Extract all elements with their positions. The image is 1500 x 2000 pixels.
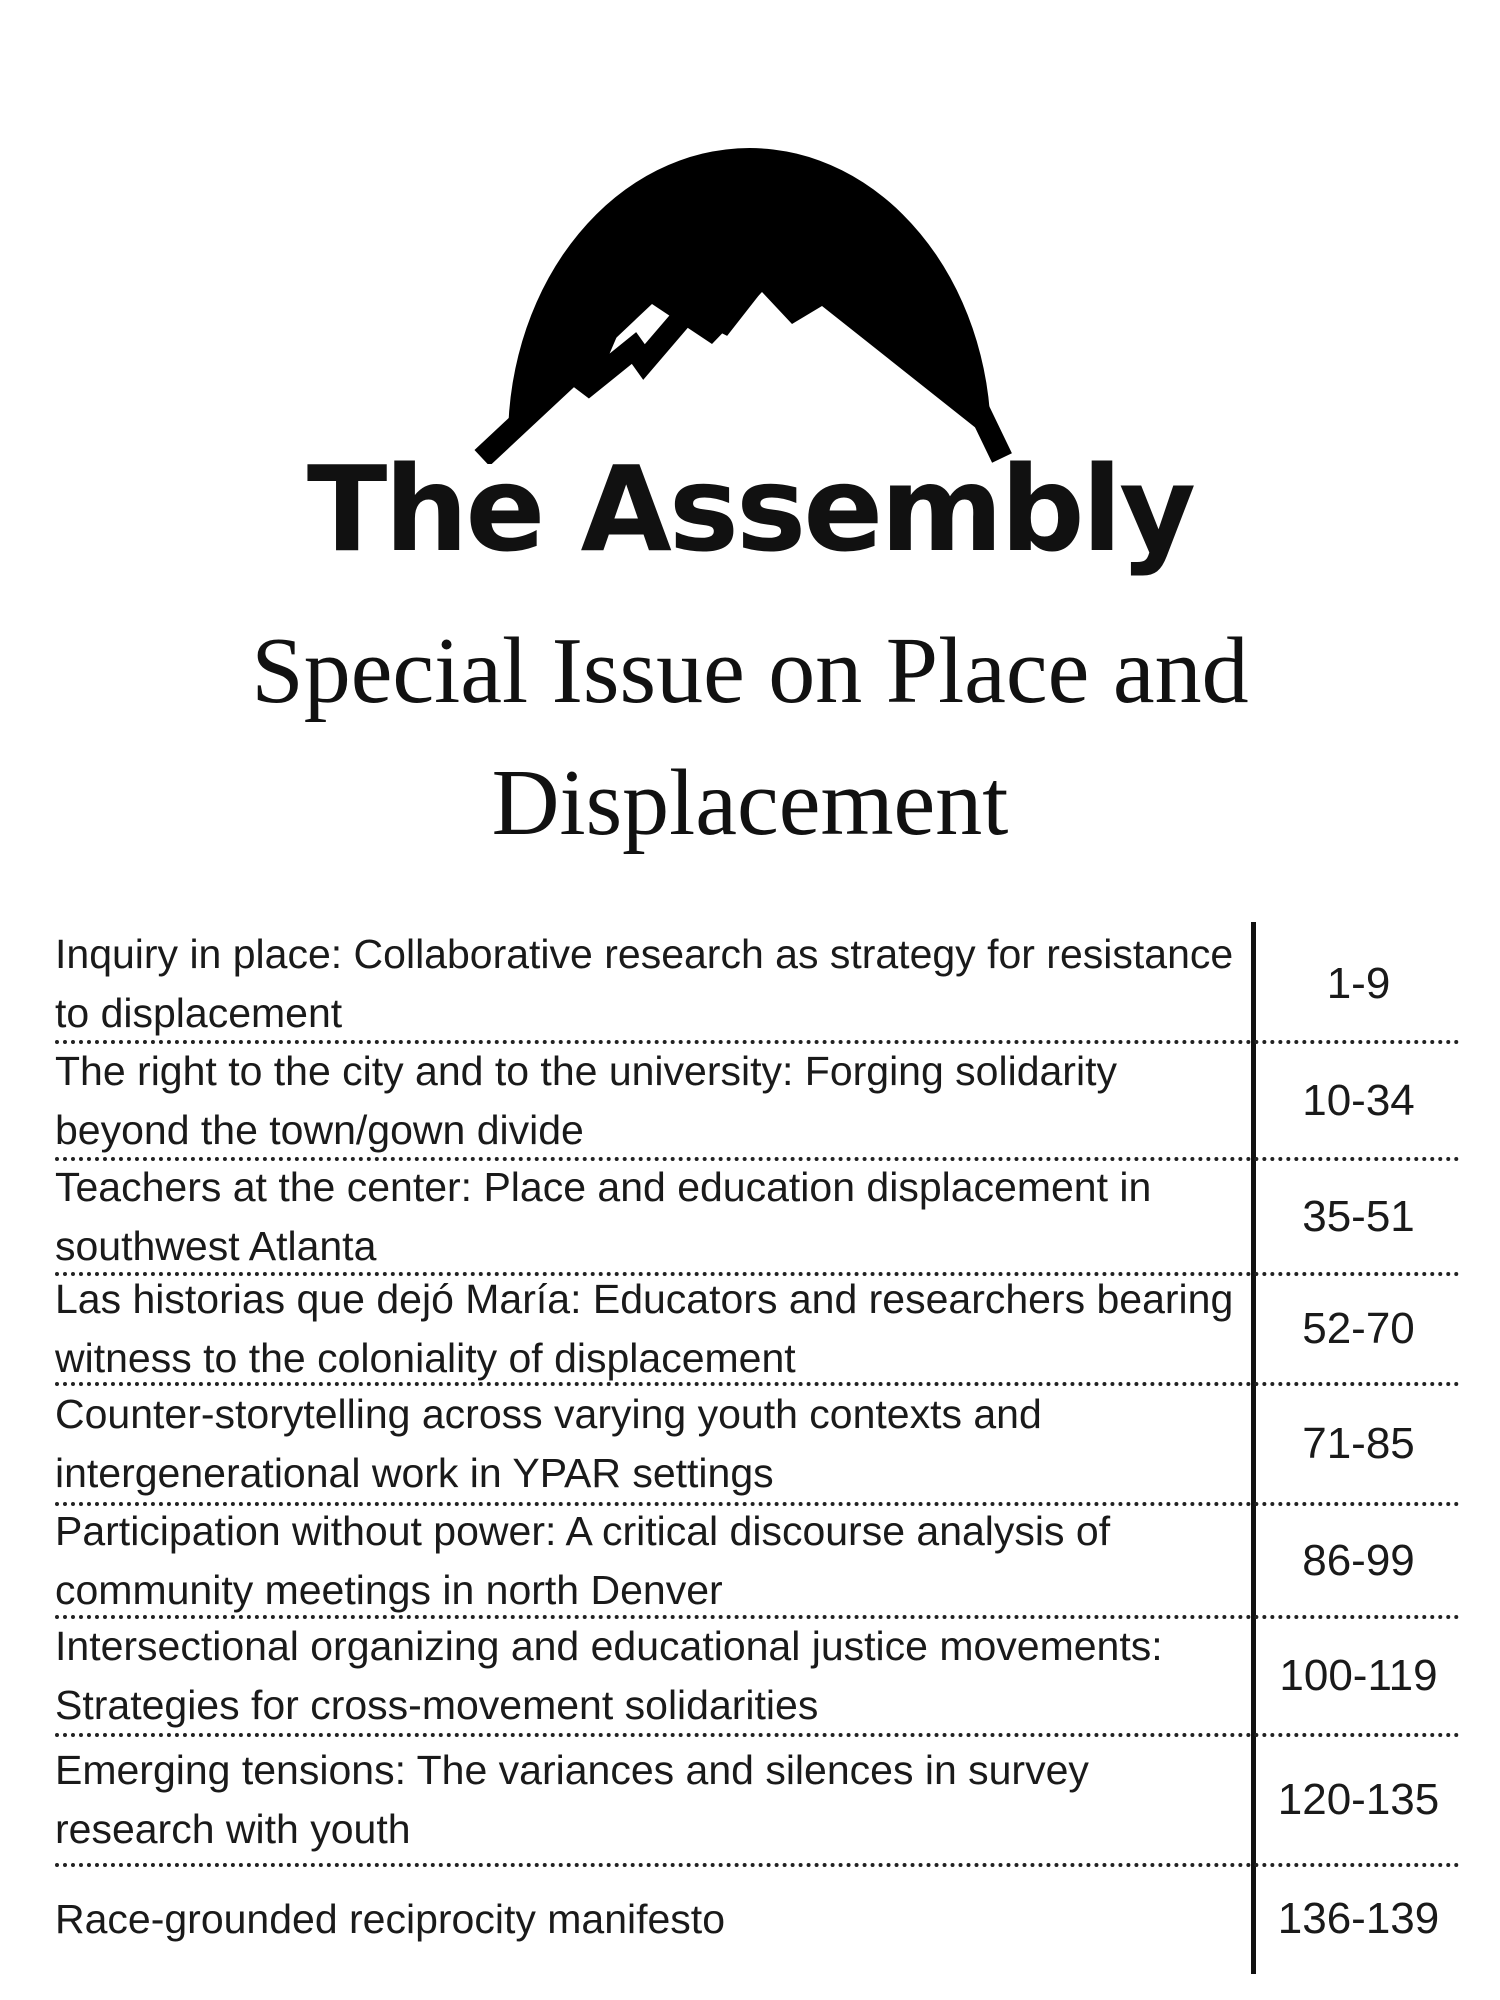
- issue-title: Special Issue on Place and Displacement: [251, 619, 1249, 855]
- toc-entry-title: The right to the city and to the university: Forging solidarity beyond the town/gown divide: [55, 1047, 1117, 1153]
- toc-row: [55, 1044, 1460, 1161]
- toc-entry-title: Las historias que dejó María: Educators and researchers bearing witness to the coloniality of displacement: [55, 1276, 1234, 1381]
- toc-entry-pages: 71-85: [1302, 1419, 1415, 1468]
- toc-entry-pages: 1-9: [1326, 959, 1391, 1008]
- toc-entry-pages: 35-51: [1302, 1191, 1415, 1241]
- toc-entry-title: Emerging tensions: The variances and silences in survey research with youth: [55, 1747, 1089, 1852]
- toc-entry-pages: 10-34: [1302, 1075, 1415, 1125]
- toc-entry-title: Counter-storytelling across varying youth contexts and intergenerational work in YPAR settings: [55, 1391, 1042, 1496]
- toc-row: [55, 1619, 1460, 1737]
- toc-entry-title: Inquiry in place: Collaborative research as strategy for resistance to displacement: [55, 931, 1234, 1036]
- toc-entry-title: Participation without power: A critical discourse analysis of community meetings in north Denver: [55, 1507, 1111, 1613]
- toc-row: [55, 1737, 1460, 1867]
- brand-name: The Assembly: [306, 440, 1194, 578]
- mountain-sun-logo-icon: [462, 44, 1062, 464]
- toc-entry-pages: 86-99: [1302, 1535, 1415, 1585]
- table-of-contents: [55, 928, 1460, 1971]
- toc-row: [55, 1386, 1460, 1506]
- toc-row: [55, 1506, 1460, 1619]
- toc-entry-title: Intersectional organizing and educational justice movements: Strategies for cross-movement solidarities: [55, 1623, 1163, 1728]
- toc-entry-pages: 136-139: [1277, 1894, 1440, 1943]
- toc-entry-pages: 52-70: [1302, 1304, 1415, 1353]
- toc-row: [55, 1867, 1460, 1971]
- toc-row: [55, 928, 1460, 1044]
- toc-entry-pages: 100-119: [1279, 1651, 1438, 1700]
- toc-entry-title: Teachers at the center: Place and education displacement in southwest Atlanta: [55, 1163, 1152, 1269]
- toc-row: [55, 1161, 1460, 1276]
- toc-row: [55, 1276, 1460, 1386]
- toc-entry-title: Race-grounded reciprocity manifesto: [55, 1895, 725, 1942]
- toc-entry-pages: 120-135: [1277, 1775, 1440, 1824]
